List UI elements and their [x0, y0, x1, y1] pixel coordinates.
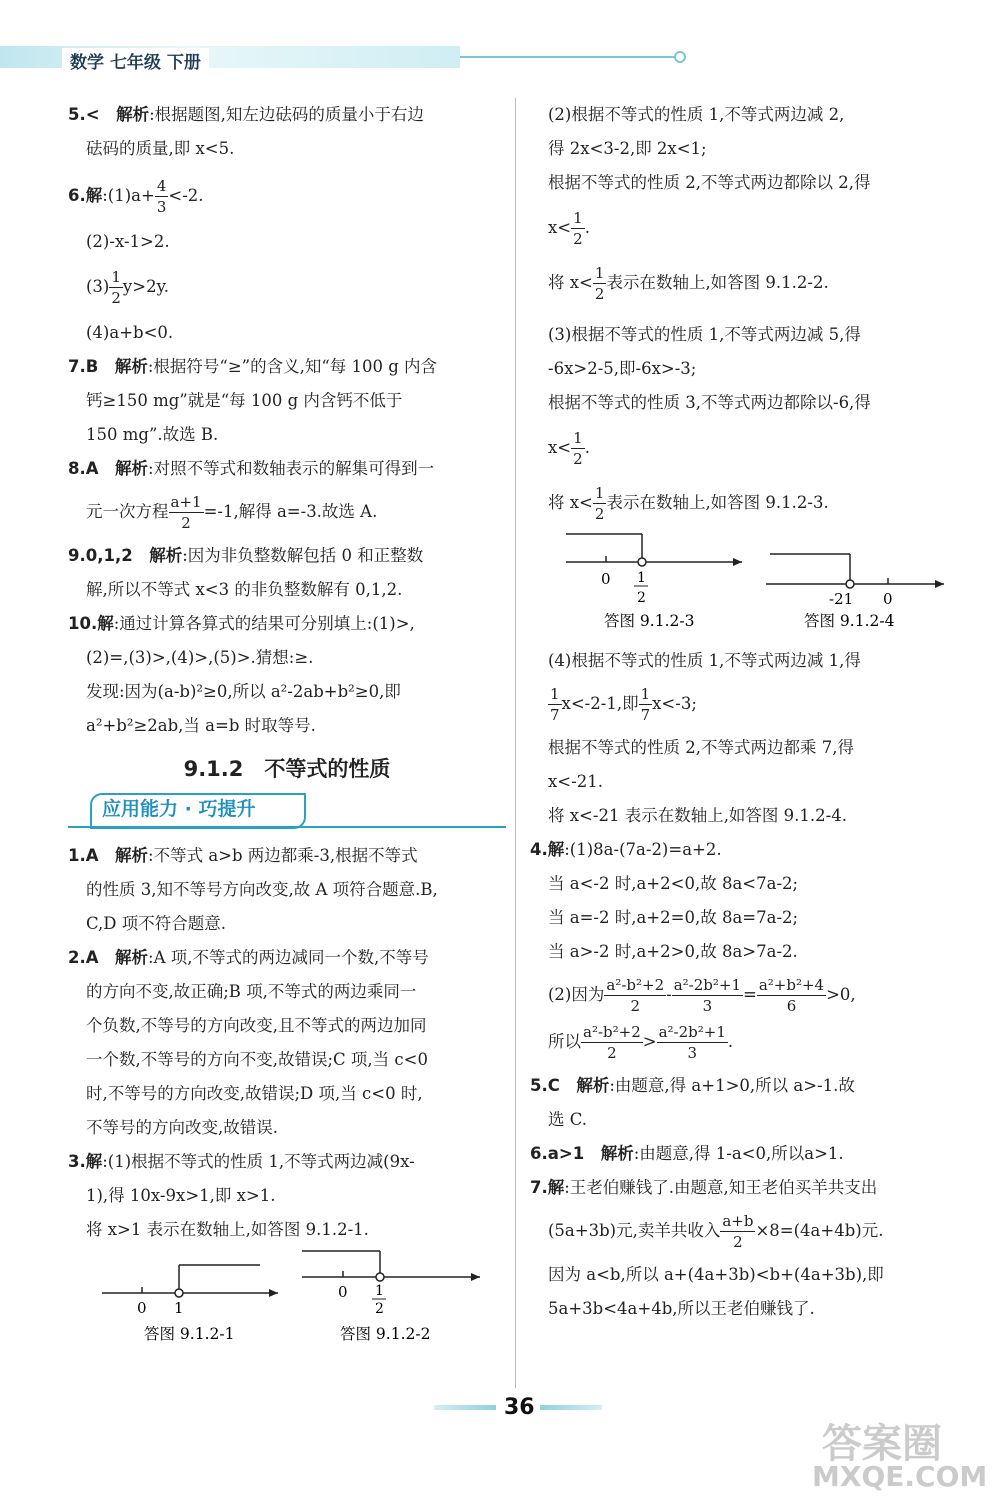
answer-text: :由题意,得 a+1>0,所以 a>-1.故 — [609, 1076, 855, 1095]
answer-text: 选 C. — [548, 1110, 588, 1129]
denominator: 2 — [573, 450, 583, 468]
fraction — [169, 492, 204, 533]
answer-text: 元一次方程 — [86, 502, 169, 521]
answer-line — [548, 684, 966, 725]
numerator: 4 — [156, 177, 167, 195]
answer-text: 将 x>1 表示在数轴上,如答图 9.1.2-1. — [86, 1220, 369, 1239]
answer-text: :(1)根据不等式的性质 1,不等式两边减(9x- — [102, 1152, 415, 1171]
answer-text: >0, — [826, 985, 856, 1004]
answer-text: <-2. — [168, 186, 204, 205]
answer-text: (3)根据不等式的性质 1,不等式两边减 5,得 — [548, 325, 861, 344]
answer-text: 根据不等式的性质 3,不等式两边都除以-6,得 — [548, 393, 871, 412]
answer-text: :王老伯赚钱了.由题意,知王老伯买羊共支出 — [564, 1178, 878, 1197]
fraction — [571, 428, 585, 469]
numerator: a+1 — [170, 493, 202, 511]
figure-caption: 答图 9.1.2-2 — [340, 1325, 431, 1343]
answer-text: :不等式 a>b 两边都乘-3,根据不等式 — [148, 846, 418, 865]
answer-number: 4.解 — [530, 840, 565, 859]
answer-text: 砝码的质量,即 x<5. — [86, 139, 235, 158]
answer-text: :因为非负整数解包括 0 和正整数 — [182, 546, 424, 565]
answer-6 — [530, 1137, 966, 1171]
answer-number: 1.A — [68, 846, 99, 865]
numerator: 1 — [594, 484, 605, 502]
figure-caption: 答图 9.1.2-3 — [604, 612, 695, 630]
answer-text: (4)a+b<0. — [86, 323, 174, 342]
tick-label: 0 — [883, 590, 893, 608]
numerator: 1 — [111, 268, 121, 286]
answer-text: a²+b²≥2ab,当 a=b 时取等号. — [86, 716, 316, 735]
answer-text: (4)根据不等式的性质 1,不等式两边减 1,得 — [548, 651, 861, 670]
answer-text: (3) — [86, 277, 110, 296]
analysis-tag: 解析 — [116, 105, 150, 124]
answer-text: :(1)8a-(7a-2)=a+2. — [564, 840, 722, 859]
answer-text: 表示在数轴上,如答图 9.1.2-3. — [606, 493, 829, 512]
fraction — [757, 975, 826, 1016]
answer-number: 10.解 — [68, 614, 114, 633]
answer-text: :根据符号“≥”的含义,知“每 100 g 内含 — [147, 357, 438, 376]
answer-text: 钙≥150 mg”就是“每 100 g 内含钙不低于 — [86, 391, 403, 410]
watermark-text: 答案圈 — [822, 1421, 942, 1467]
column-divider — [515, 98, 516, 1388]
answer-text: (2)=,(3)>,(4)>,(5)>.猜想:≥. — [86, 648, 314, 667]
answer-text: (5a+3b)元,卖羊共收入 — [548, 1221, 721, 1240]
fraction — [109, 267, 123, 308]
answer-text: 时,不等号的方向改变,故错误;D 项,当 c<0 时, — [86, 1084, 423, 1103]
answer-text: y>2y. — [122, 277, 169, 296]
answer-6-3 — [68, 267, 506, 308]
numerator: 1 — [640, 685, 651, 703]
operator: > — [642, 1032, 657, 1051]
answer-text: :(1)a+ — [102, 186, 155, 205]
tick-label: 1 — [174, 1299, 184, 1317]
answer-line — [548, 1022, 966, 1063]
numerator: 1 — [573, 209, 583, 227]
answer-text: :根据题图,知左边砝码的质量小于右边 — [149, 105, 424, 124]
header-rule — [460, 56, 678, 58]
answer-line — [548, 263, 966, 304]
number-line-figure-3-4 — [548, 524, 966, 644]
numerator: a²-2b²+1 — [673, 976, 742, 994]
denominator: 2 — [733, 1233, 743, 1251]
denominator: 7 — [640, 706, 651, 724]
fraction — [581, 1022, 643, 1063]
answer-number: 5.C — [530, 1076, 560, 1095]
answer-7 — [68, 350, 506, 384]
header-dot — [674, 51, 686, 63]
answer-text: 根据不等式的性质 2,不等式两边都乘 7,得 — [548, 738, 854, 757]
answer-text: 将 x< — [548, 273, 593, 292]
answer-text: 表示在数轴上,如答图 9.1.2-2. — [606, 273, 829, 292]
fraction — [593, 483, 607, 524]
banner-text: 应用能力 · 巧提升 — [102, 798, 256, 820]
denominator: 3 — [687, 1044, 698, 1062]
analysis-tag: 解析 — [149, 546, 183, 565]
answer-line — [548, 428, 966, 469]
fraction — [720, 1211, 755, 1252]
watermark-url: MXQE.COM — [812, 1460, 988, 1493]
page-number-decoration-right — [540, 1405, 602, 1410]
answer-text: 的方向不变,故正确;B 项,不等式的两边乘同一 — [86, 982, 417, 1001]
answer-number: 5.< — [68, 105, 100, 124]
numerator: a²-b²+2 — [606, 976, 665, 994]
page-number-decoration-left — [434, 1405, 496, 1410]
answer-text: x<-21. — [548, 772, 603, 791]
tick-label: 0 — [137, 1299, 147, 1317]
denominator: 2 — [573, 230, 583, 248]
answer-text: ×8=(4a+4b)元. — [755, 1221, 884, 1240]
fraction — [548, 684, 562, 725]
answer-4 — [530, 833, 966, 867]
banner-rule — [68, 826, 506, 828]
answer-line — [548, 1211, 966, 1252]
answer-5 — [68, 98, 506, 132]
answer-text: x< — [548, 438, 572, 457]
answer-text: (2)-x-1>2. — [86, 232, 170, 251]
left-column — [68, 98, 506, 1357]
exercise-3 — [68, 1145, 506, 1179]
answer-7 — [530, 1171, 966, 1205]
numerator: 1 — [594, 264, 605, 282]
denominator: 3 — [156, 198, 167, 216]
answer-text: :通过计算各算式的结果可分别填上:(1)>, — [113, 614, 415, 633]
answer-text: :A 项,不等式的两边减同一个数,不等号 — [148, 948, 429, 967]
denominator: 2 — [630, 997, 641, 1015]
answer-number: 2.A — [68, 948, 99, 967]
answer-number: 6.a>1 — [530, 1144, 585, 1163]
denominator: 2 — [111, 289, 121, 307]
tick-label: 0 — [338, 1283, 348, 1301]
operator: - — [666, 985, 672, 1004]
answer-text: :由题意,得 1-a<0,所以a>1. — [633, 1144, 844, 1163]
exercise-1 — [68, 839, 506, 873]
denominator: 2 — [594, 505, 605, 523]
analysis-tag: 解析 — [115, 948, 149, 967]
answer-number: 7.B — [68, 357, 99, 376]
answer-text: . — [584, 218, 590, 237]
answer-number: 9.0,1,2 — [68, 546, 133, 565]
tick-label: -21 — [829, 590, 854, 608]
answer-number: 7.解 — [530, 1178, 565, 1197]
answer-6 — [68, 176, 506, 217]
page-number: 36 — [504, 1395, 535, 1420]
answer-text: 得 2x<3-2,即 2x<1; — [548, 139, 707, 158]
answer-text: . — [727, 1032, 734, 1051]
answer-text: 当 a>-2 时,a+2>0,故 8a>7a-2. — [548, 942, 798, 961]
header-title: 数学 七年级 下册 — [62, 48, 209, 73]
answer-line — [548, 483, 966, 524]
answer-text: =-1,解得 a=-3.故选 A. — [203, 502, 378, 521]
answer-number: 8.A — [68, 459, 99, 478]
answer-text: 将 x< — [548, 493, 593, 512]
denominator: 6 — [786, 997, 797, 1015]
page-header — [0, 40, 690, 76]
analysis-tag: 解析 — [114, 357, 148, 376]
exercise-2 — [68, 941, 506, 975]
answer-text: C,D 项不符合题意. — [86, 914, 227, 933]
answer-text: (2)因为 — [548, 985, 605, 1004]
denominator: 3 — [702, 997, 713, 1015]
answer-text: 将 x<-21 表示在数轴上,如答图 9.1.2-4. — [548, 806, 847, 825]
answer-text: 根据不等式的性质 2,不等式两边都除以 2,得 — [548, 173, 871, 192]
figure-caption: 答图 9.1.2-1 — [144, 1325, 235, 1343]
fraction — [639, 684, 653, 725]
answer-text: 的性质 3,知不等号方向改变,故 A 项符合题意.B, — [86, 880, 438, 899]
numerator: 1 — [573, 429, 583, 447]
fraction — [657, 1022, 728, 1063]
answer-text: 所以 — [548, 1032, 581, 1051]
analysis-tag: 解析 — [115, 459, 149, 478]
answer-number: 6.解 — [68, 186, 103, 205]
section-banner — [68, 791, 506, 831]
watermark-logo — [800, 1412, 996, 1494]
answer-text: x< — [548, 218, 572, 237]
answer-text: 发现:因为(a-b)²≥0,所以 a²-2ab+b²≥0,即 — [86, 682, 401, 701]
answer-5 — [530, 1069, 966, 1103]
tick-numerator: 1 — [375, 1283, 384, 1299]
answer-8-2 — [68, 492, 506, 533]
fraction — [593, 263, 607, 304]
answer-text: 不等号的方向改变,故错误. — [86, 1118, 278, 1137]
numerator: 1 — [550, 685, 560, 703]
tick-denominator: 2 — [637, 590, 646, 606]
fraction — [672, 975, 743, 1016]
answer-text: 150 mg”.故选 B. — [86, 425, 219, 444]
answer-10 — [68, 607, 506, 641]
answer-text: 因为 a<b,所以 a+(4a+3b)<b+(4a+3b),即 — [548, 1265, 884, 1284]
answer-text: (2)根据不等式的性质 1,不等式两边减 2, — [548, 105, 845, 124]
answer-text: -6x>2-5,即-6x>-3; — [548, 359, 697, 378]
denominator: 2 — [181, 514, 191, 532]
fraction — [604, 975, 666, 1016]
tick-numerator: 1 — [637, 570, 646, 586]
section-title: 9.1.2 不等式的性质 — [183, 757, 391, 781]
answer-text: 5a+3b<4a+4b,所以王老伯赚钱了. — [548, 1299, 815, 1318]
fraction — [155, 176, 169, 217]
answer-text: x<-2-1,即 — [561, 694, 639, 713]
answer-text: x<-3; — [652, 694, 697, 713]
tick-label: 0 — [601, 570, 611, 588]
figure-caption: 答图 9.1.2-4 — [804, 612, 895, 630]
answer-9 — [68, 539, 506, 573]
numerator: a²-b²+2 — [583, 1023, 641, 1041]
analysis-tag: 解析 — [115, 846, 149, 865]
right-column — [530, 98, 966, 1326]
answer-text: 解,所以不等式 x<3 的非负整数解有 0,1,2. — [86, 580, 403, 599]
tick-denominator: 2 — [375, 1301, 384, 1317]
answer-text: 当 a=-2 时,a+2=0,故 8a=7a-2; — [548, 908, 799, 927]
numerator: a²+b²+4 — [758, 976, 825, 994]
answer-text: 一个数,不等号的方向不变,故错误;C 项,当 c<0 — [86, 1050, 428, 1069]
operator: = — [743, 985, 757, 1004]
number-line-figures — [548, 524, 966, 644]
answer-text: 当 a<-2 时,a+2<0,故 8a<7a-2; — [548, 874, 799, 893]
denominator: 2 — [607, 1044, 617, 1062]
denominator: 2 — [594, 285, 605, 303]
answer-text: 个负数,不等号的方向改变,且不等式的两边加同 — [86, 1016, 427, 1035]
answer-text: 1),得 10x-9x>1,即 x>1. — [86, 1186, 276, 1205]
numerator: a+b — [722, 1212, 754, 1230]
fraction — [571, 208, 585, 249]
number-line-figure-1-2 — [68, 1247, 506, 1357]
analysis-tag: 解析 — [576, 1076, 610, 1095]
answer-text: . — [584, 438, 590, 457]
answer-number: 3.解 — [68, 1152, 103, 1171]
analysis-tag: 解析 — [600, 1144, 634, 1163]
answer-8 — [68, 452, 506, 486]
answer-line — [548, 975, 966, 1016]
numerator: a²-2b²+1 — [658, 1023, 726, 1041]
number-line-figures — [68, 1247, 506, 1357]
answer-text: :对照不等式和数轴表示的解集可得到一 — [148, 459, 435, 478]
denominator: 7 — [550, 706, 560, 724]
answer-line — [548, 208, 966, 249]
